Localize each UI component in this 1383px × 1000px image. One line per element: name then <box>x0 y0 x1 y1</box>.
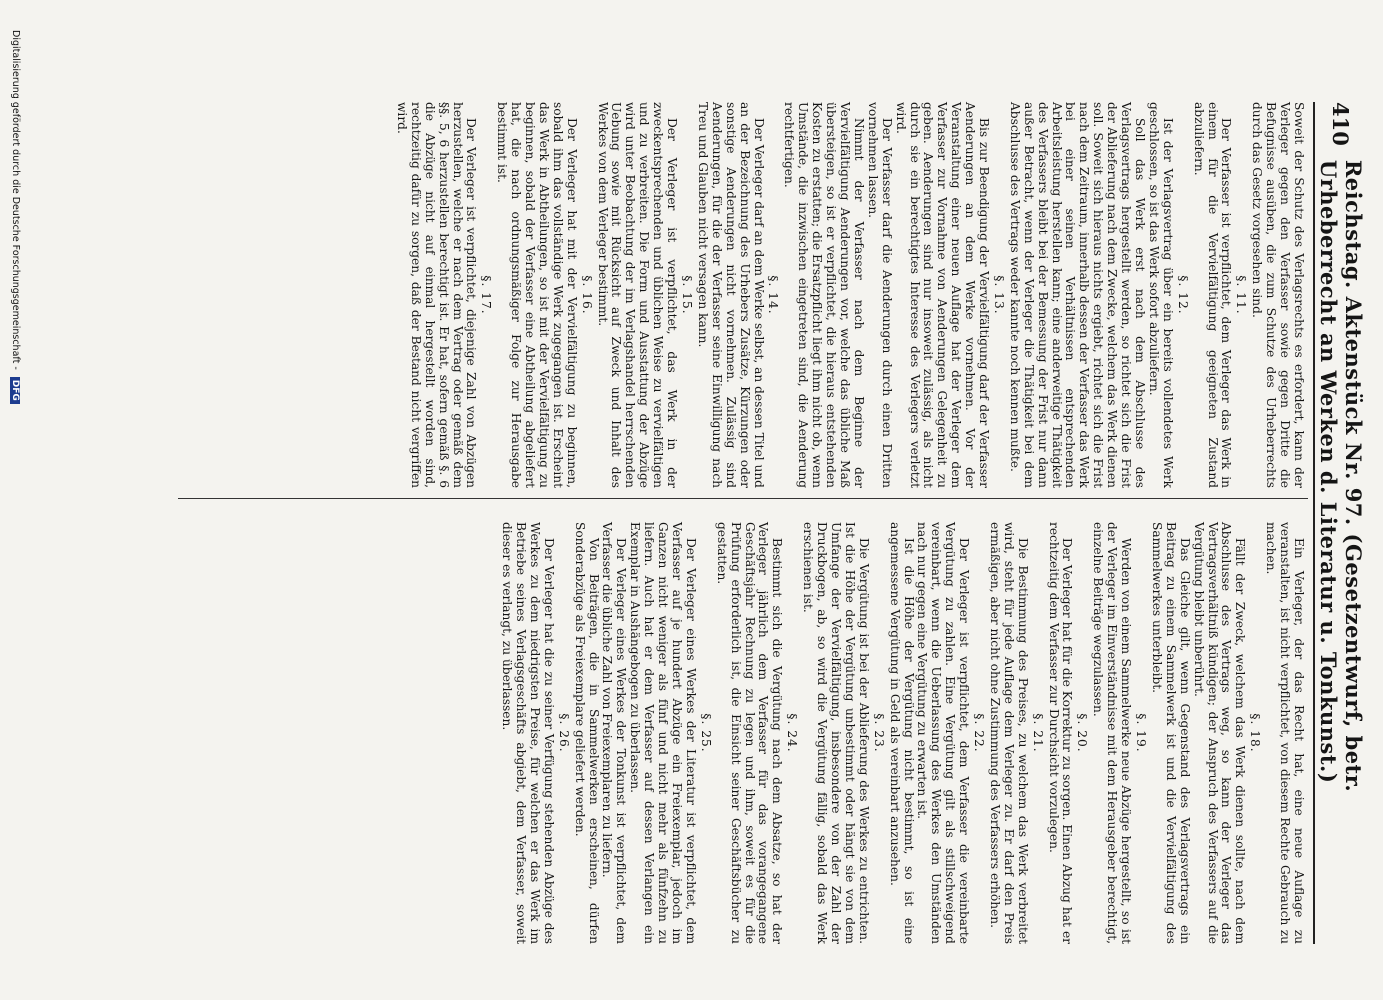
dfg-logo: DFG <box>10 377 20 404</box>
paragraph: Der Verfasser ist verpflichtet, dem Verleger das Werk in einem für die Vervielfältigung geeigneten Zustand abzuliefern. <box>1191 102 1234 488</box>
section-heading: §. 14. <box>766 275 781 315</box>
paragraph: Der Verleger hat mit der Vervielfältigung zu beginnen, sobald ihm das vollständige Werk zugegangen ist. Erscheint das Werk in Abtheilungen, so ist mit der Vervielfältigung zu beginnen, sobald der Verfasser eine Abtheilung abgeliefert hat, die nach ordnungsmäßiger Folge zur Herausgabe bestimmt ist. <box>495 102 579 488</box>
digitization-note-text: Digitalisierung gefördert durch die Deutsche Forschungsgemeinschaft - <box>10 30 21 370</box>
paragraph: Fällt der Zweck, welchem das Werk dienen sollte, nach dem Abschlusse des Vertrags weg, so kann der Verleger das Vertragsverhältniß kündigen; der Anspruch des Verfassers auf die Vergütung bleibt unberührt. <box>1191 522 1248 944</box>
section-heading: §. 13. <box>991 275 1006 315</box>
paragraph: Der Verleger ist verpflichtet, diejenige Zahl von Abzügen herzustellen, welche er nach dem Vertrag oder gemäß dem §§. 5, 6 herzustellen berechtigt ist. Er hat, sofern gemäß §. 6 die Abzüge nicht auf einmal hergestellt worden sind, rechtzeitig dafür zu sorgen, daß der Bestand nicht vergriffen wird. <box>394 102 479 488</box>
paragraph: Der Verleger darf an dem Werke selbst, an dessen Titel und an der Bezeichnung des Urhebers Zusätze, Kürzungen oder sonstige Aenderungen nicht vornehmen. Zulässig sind Aenderungen, für die der Verfasser seine Einwilligung nach Treu und Glauben nicht versagen kann. <box>695 102 766 488</box>
paragraph: Der Verleger hat die zu seiner Verfügung stehenden Abzüge des Werkes zu dem niedrigsten Preise, für welchen er das Werk im Betriebe seines Verlagsgeschäfts abgiebt, dem Verfasser, soweit dieser es verlangt, zu überlassen. <box>500 522 556 944</box>
page-title: Reichstag. Aktenstück Nr. 97. (Gesetzentwurf, betr. Urheberrecht an Werken d. Literatur u. Tonkunst.) <box>1316 159 1366 793</box>
paragraph: Die Bestimmung des Preises, zu welchem das Werk verbreitet wird, steht für jede Auflage dem Verleger zu. Er darf den Preis ermäßigen, aber nicht ohne Zustimmung des Verfassers erhöhen. <box>987 522 1030 944</box>
section-heading: §. 16. <box>579 275 594 315</box>
page-number: 410 <box>1328 102 1354 146</box>
paragraph: Die Vergütung ist bei der Ablieferung des Werkes zu entrichten. Ist die Höhe der Vergütung unbestimmt oder hängt sie von dem Umfange der Vervielfältigung, insbesondere von der Zahl der Druckbogen, ab, so wird die Vergütung fällig, sobald das Werk erschienen ist. <box>801 522 871 944</box>
paragraph: Bestimmt sich die Vergütung nach dem Absatze, so hat der Verleger jährlich dem Verfasser für das vorangegangene Geschäftsjahr Rechnung zu legen und ihm, soweit es für die Prüfung erforderlich ist, die Einsicht seiner Geschäftsbücher zu gestatten. <box>714 522 785 944</box>
section-heading: §. 23. <box>871 713 886 753</box>
paragraph: Nimmt der Verfasser nach dem Beginne der Vervielfältigung Aenderungen vor, welche das übliche Maß übersteigen, so ist er verpflichtet, die hieraus entstehenden Kosten zu erstatten; die Ersatzpflicht liegt ihm nicht ob, wenn Umstände, die inzwischen eingetreten sind, die Aenderung rechtfertigen. <box>782 102 866 488</box>
section-heading: §. 26. <box>556 713 571 753</box>
section-heading: §. 21. <box>1030 713 1045 753</box>
section-heading: §. 11. <box>1234 275 1249 315</box>
paragraph: Von Beiträgen, die in Sammelwerken erscheinen, dürfen Sonderabzüge als Freiexemplare geliefert werden. <box>572 522 601 944</box>
digitization-note <box>10 30 21 404</box>
paragraph: Ein Verleger, der das Recht hat, eine neue Auflage zu veranstalten, ist nicht verpflichtet, von diesem Rechte Gebrauch zu machen. <box>1264 522 1306 944</box>
paragraph: Das Gleiche gilt, wenn Gegenstand des Verlagsvertrags ein Beitrag zu einem Sammelwerk ist und die Vervielfältigung des Sammelwerkes unterbleibt. <box>1149 522 1192 944</box>
paragraph: Der Verleger eines Werkes der Tonkunst ist verpflichtet, dem Verfasser die übliche Zahl von Freiexemplaren zu liefern. <box>600 522 629 944</box>
right-column <box>499 522 1305 944</box>
section-heading: §. 22. <box>972 713 987 753</box>
paragraph: Der Verfasser darf die Aenderungen durch einen Dritten vornehmen lassen. <box>865 102 894 488</box>
paragraph: Der Verleger ist verpflichtet, das Werk in der zweckentsprechenden und üblichen Weise zu vervielfältigen und zu verbreiten. Die Form und Ausstattung der Abzüge wird unter Beobachtung der im Verlagshandel herrschenden Uebung sowie mit Rücksicht auf Zweck und Inhalt des Werkes von dem Verleger bestimmt. <box>595 102 680 488</box>
section-heading: §. 19. <box>1134 713 1149 753</box>
left-column <box>394 102 1305 488</box>
paragraph: Werden von einem Sammelwerke neue Abzüge hergestellt, so ist der Verleger im Einverständnisse mit dem Herausgeber berechtigt, einzelne Beiträge wegzulassen. <box>1091 522 1134 944</box>
section-heading: §. 18. <box>1248 713 1263 753</box>
paragraph: Soweit der Schutz des Verlagsrechts es erfordert, kann der Verleger gegen den Verfasser sowie gegen Dritte die Befugnisse ausüben, die zum Schutze des Urheberrechts durch das Gesetz vorgesehen sind. <box>1250 102 1306 488</box>
header-rule <box>1313 102 1315 944</box>
section-heading: §. 25. <box>698 713 713 753</box>
paragraph: Ist die Höhe der Vergütung nicht bestimmt, so ist eine angemessene Vergütung in Geld als vereinbart anzusehen. <box>887 522 916 944</box>
section-heading: §. 15. <box>680 275 695 315</box>
paragraph: Der Verleger eines Werkes der Literatur ist verpflichtet, dem Verfasser auf je hundert Abzüge ein Freiexemplar, jedoch im Ganzen nicht weniger als fünf und nicht mehr als fünfzehn zu liefern. Auch hat er dem Verfasser auf dessen Verlangen ein Exemplar in Aushängebogen zu überlassen. <box>628 522 698 944</box>
paragraph: Ist der Verlagsvertrag über ein bereits vollendetes Werk geschlossen, so ist das Werk sofort abzuliefern. <box>1146 102 1175 488</box>
column-divider <box>178 498 1308 499</box>
section-heading: §. 24. <box>785 713 800 753</box>
paragraph: Der Verleger hat für die Korrektur zu sorgen. Einen Abzug hat er rechtzeitig dem Verfasser zur Durchsicht vorzulegen. <box>1046 522 1075 944</box>
paragraph: Der Verleger ist verpflichtet, dem Verfasser die vereinbarte Vergütung zu zahlen. Eine Vergütung gilt als stillschweigend vereinbart, wenn die Ueberlassung des Werkes den Umständen nach nur gegen eine Vergütung zu erwarten ist. <box>915 522 972 944</box>
paragraph: Bis zur Beendigung der Vervielfältigung darf der Verfasser Aenderungen an dem Werke vornehmen. Vor der Veranstaltung einer neuen Auflage hat der Verleger dem Verfasser zur Vornahme von Aenderungen Gelegenheit zu geben. Aenderungen sind nur insoweit zulässig, als nicht durch sie ein berechtigtes Interesse des Verlegers verletzt wird. <box>893 102 992 488</box>
paragraph: Soll das Werk erst nach dem Abschlusse des Verlagsvertrags hergestellt werden, so richtet sich die Frist der Ablieferung nach dem Zwecke, welchem das Werk dienen soll. Soweit sich hieraus nichts ergiebt, richtet sich die Frist nach dem Zeitraum, innerhalb dessen der Verfasser das Werk bei einer seinen Verhältnissen entsprechenden Arbeitsleistung herstellen kann; eine anderweitige Thätigkeit des Verfassers bleibt bei der Bemessung der Frist nur dann außer Betracht, wenn der Verleger die Thätigkeit bei dem Abschlusse des Vertrags weder kannte noch kennen mußte. <box>1007 102 1148 488</box>
section-heading: §. 20. <box>1075 713 1090 753</box>
section-heading: §. 17. <box>479 275 494 315</box>
section-heading: §. 12. <box>1175 275 1190 315</box>
page-header <box>1316 102 1366 944</box>
